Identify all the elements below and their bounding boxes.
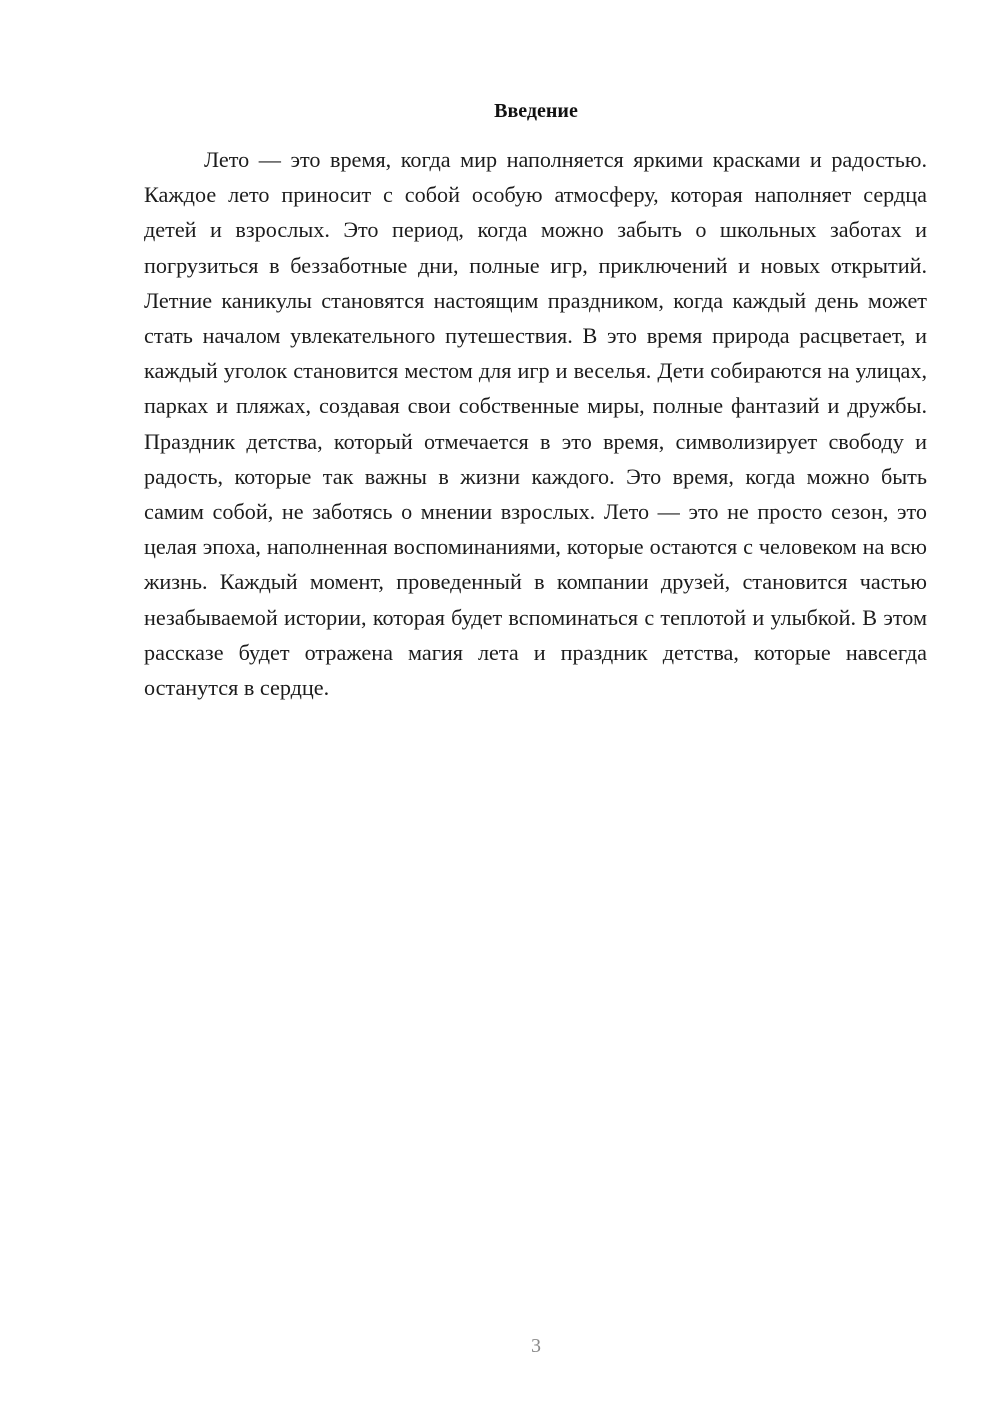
page-number: 3: [531, 1335, 541, 1357]
body-paragraph: Лето — это время, когда мир наполняется яркими красками и радостью. Каждое лето приносит с собой особую атмосферу, которая наполняет сердца детей и взрослых. Это период, когда можно забыть о школьных заботах и погрузиться в беззаботные дни, полные игр, приключений и новых открытий. Летние каникулы становятся настоящим праздником, когда каждый день может стать началом увлекательного путешествия. В это время природа расцветает, и каждый уголок становится местом для игр и веселья. Дети собираются на улицах, парках и пляжах, создавая свои собственные миры, полные фантазий и дружбы. Праздник детства, который отмечается в это время, символизирует свободу и радость, которые так важны в жизни каждого. Это время, когда можно быть самим собой, не заботясь о мнении взрослых. Лето — это не просто сезон, это целая эпоха, наполненная воспоминаниями, которые остаются с человеком на всю жизнь. Каждый момент, проведенный в компании друзей, становится частью незабываемой истории, которая будет вспоминаться с теплотой и улыбкой. В этом рассказе будет отражена магия лета и праздник детства, которые навсегда останутся в сердце.: [144, 147, 927, 701]
section-heading: Введение: [494, 100, 578, 122]
